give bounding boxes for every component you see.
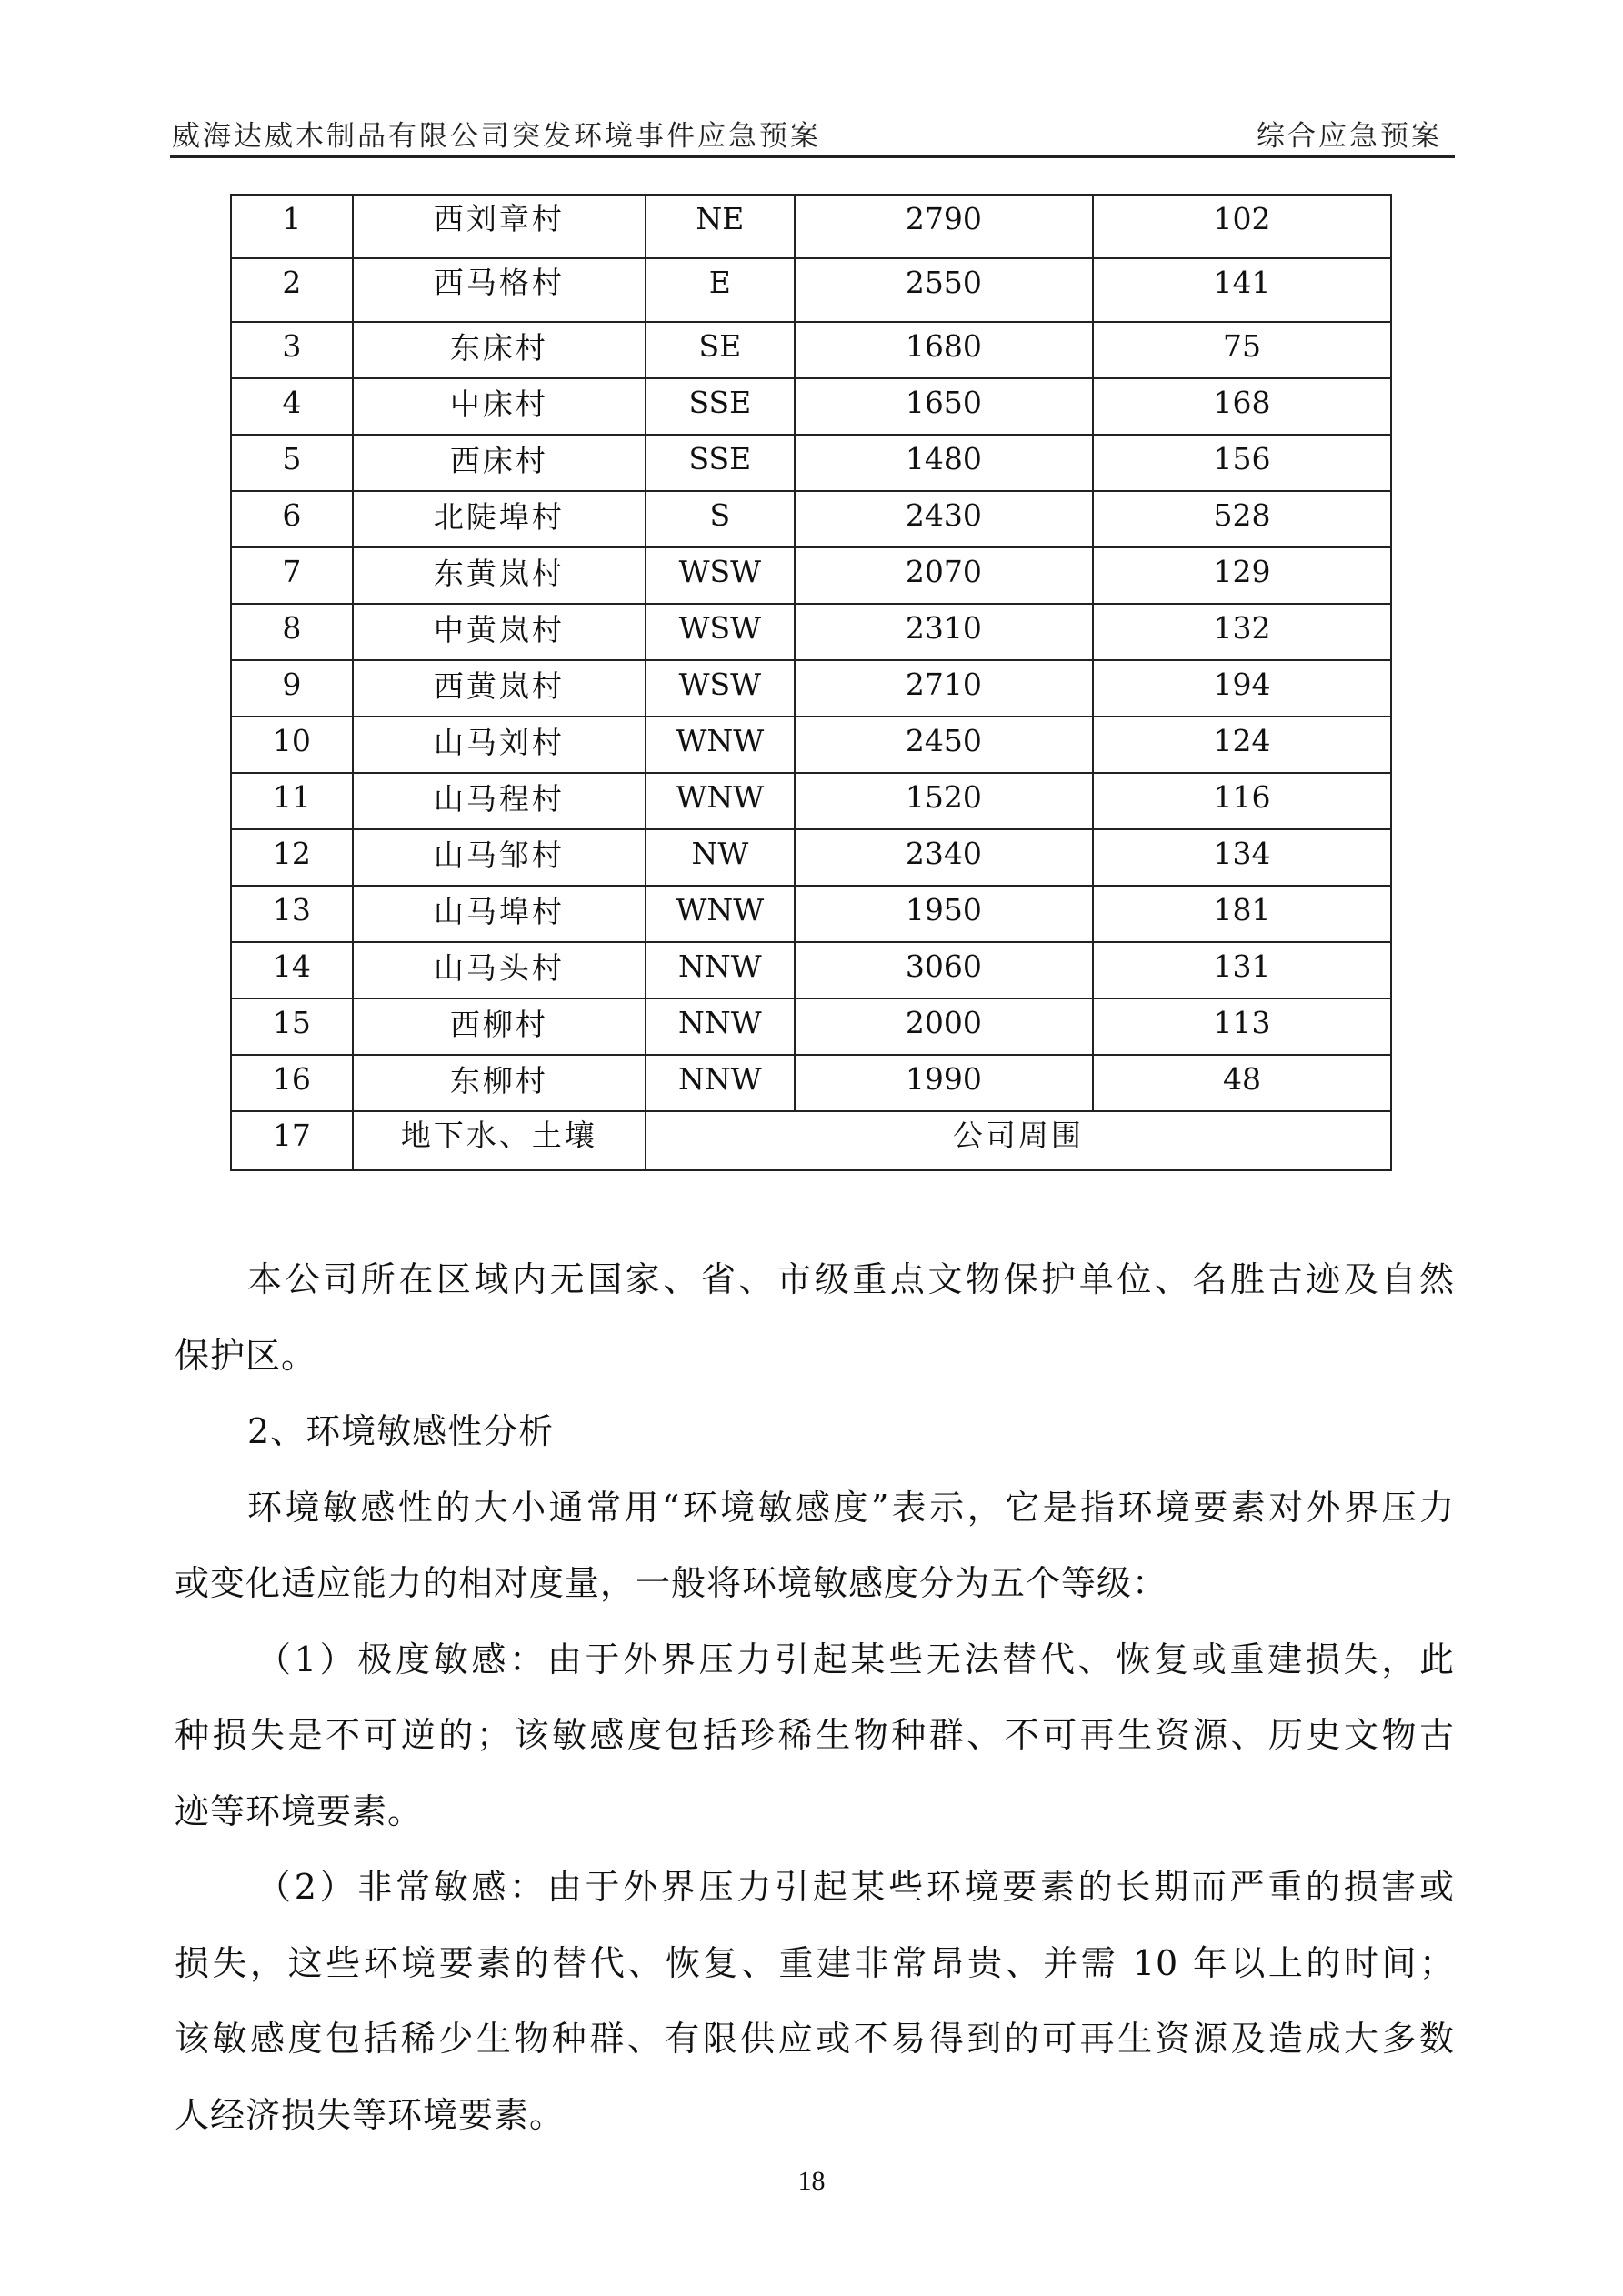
row-number: 10 — [272, 723, 311, 758]
distance: 1680 — [905, 328, 982, 364]
direction: E — [708, 265, 731, 300]
village-name: 东柳村 — [449, 1063, 548, 1098]
distance: 2450 — [905, 723, 982, 758]
distance: 2340 — [905, 836, 982, 871]
village-name: 东黄岚村 — [433, 556, 565, 591]
receptor-name: 地下水、土壤 — [400, 1118, 597, 1153]
row-number: 16 — [272, 1061, 311, 1097]
row-number: 15 — [272, 1005, 311, 1040]
village-name: 山马邹村 — [433, 837, 565, 873]
population: 116 — [1213, 779, 1271, 815]
village-name: 中黄岚村 — [433, 612, 565, 647]
direction: SSE — [688, 385, 752, 420]
row-number: 5 — [282, 441, 302, 476]
table-row — [231, 829, 1391, 886]
table-row — [231, 998, 1391, 1055]
page-header — [170, 116, 1455, 156]
population: 141 — [1213, 265, 1271, 300]
distance: 1990 — [905, 1061, 982, 1097]
table-row — [231, 547, 1391, 604]
row-number: 6 — [282, 497, 302, 533]
direction: WSW — [678, 667, 762, 702]
direction: NE — [696, 201, 745, 236]
direction: S — [709, 497, 731, 533]
distance: 1480 — [905, 441, 982, 476]
row-number: 8 — [282, 610, 302, 646]
row-number: 1 — [282, 201, 302, 236]
village-name: 北陡埠村 — [433, 499, 565, 535]
population: 113 — [1213, 1005, 1271, 1040]
village-name: 山马埠村 — [433, 894, 565, 929]
table-row — [231, 660, 1391, 717]
village-name: 西马格村 — [433, 265, 565, 300]
distance: 1650 — [905, 385, 982, 420]
population: 124 — [1213, 723, 1271, 758]
table-row — [231, 322, 1391, 378]
row-number: 7 — [282, 554, 302, 589]
receptor-location: 公司周围 — [952, 1118, 1084, 1153]
distance: 1950 — [905, 892, 982, 927]
village-name: 东床村 — [449, 330, 548, 366]
row-number: 13 — [272, 892, 311, 927]
population: 131 — [1213, 948, 1271, 984]
row-number: 12 — [272, 836, 311, 871]
page-number: 18 — [797, 2166, 826, 2196]
population: 134 — [1213, 836, 1271, 871]
paragraph-line: 迹等环境要素。 — [175, 1790, 424, 1831]
village-name: 中床村 — [449, 386, 548, 422]
population: 181 — [1213, 892, 1271, 927]
direction: NW — [691, 836, 749, 871]
population: 168 — [1213, 385, 1271, 420]
paragraph-line: 人经济损失等环境要素。 — [175, 2094, 566, 2135]
distance: 2310 — [905, 610, 982, 646]
table-row — [231, 604, 1391, 660]
direction: SE — [698, 328, 742, 364]
village-name: 西黄岚村 — [433, 668, 565, 704]
distance: 2430 — [905, 497, 982, 533]
distance: 3060 — [905, 948, 982, 984]
table-row — [231, 1055, 1391, 1111]
population: 132 — [1213, 610, 1271, 646]
row-number: 9 — [282, 667, 302, 702]
population: 75 — [1222, 328, 1261, 364]
section-heading: 2、环境敏感性分析 — [247, 1411, 555, 1451]
table-row — [231, 717, 1391, 773]
direction: WSW — [678, 554, 762, 589]
table-row — [231, 378, 1391, 435]
village-name: 西柳村 — [449, 1007, 548, 1042]
row-number: 11 — [272, 779, 311, 815]
row-number: 14 — [272, 948, 311, 984]
paragraph-line: 种损失是不可逆的；该敏感度包括珍稀生物种群、不可再生资源、历史文物古 — [175, 1715, 1455, 1755]
direction: WNW — [676, 779, 765, 815]
paragraph-line: （1）极度敏感：由于外界压力引起某些无法替代、恢复或重建损失，此 — [256, 1639, 1455, 1679]
population: 528 — [1213, 497, 1271, 533]
village-name: 西刘章村 — [433, 201, 565, 236]
table-row — [231, 1111, 1391, 1170]
header-divider — [170, 155, 1455, 158]
section-title: 综合应急预案 — [1257, 120, 1442, 153]
paragraph-line: （2）非常敏感：由于外界压力引起某些环境要素的长期而严重的损害或 — [256, 1867, 1455, 1907]
direction: NNW — [678, 1061, 762, 1097]
direction: NNW — [678, 948, 762, 984]
paragraph-line: 环境敏感性的大小通常用“环境敏感度”表示，它是指环境要素对外界压力 — [247, 1487, 1455, 1528]
table-row — [231, 773, 1391, 829]
row-number: 2 — [282, 265, 302, 300]
population: 102 — [1213, 201, 1271, 236]
direction: WNW — [676, 723, 765, 758]
direction: WSW — [678, 610, 762, 646]
table-row — [231, 435, 1391, 491]
sensitive-receptors-table — [230, 194, 1392, 1171]
body-text — [175, 1242, 1455, 2153]
population: 129 — [1213, 554, 1271, 589]
distance: 2000 — [905, 1005, 982, 1040]
distance: 2790 — [905, 201, 982, 236]
population: 156 — [1213, 441, 1271, 476]
population: 48 — [1222, 1061, 1261, 1097]
direction: WNW — [676, 892, 765, 927]
village-name: 西床村 — [449, 443, 548, 478]
paragraph-line: 或变化适应能力的相对度量，一般将环境敏感度分为五个等级： — [175, 1563, 1168, 1603]
paragraph-line: 该敏感度包括稀少生物种群、有限供应或不易得到的可再生资源及造成大多数 — [175, 2019, 1455, 2059]
population: 194 — [1213, 667, 1271, 702]
table-row — [231, 942, 1391, 998]
row-number: 4 — [282, 385, 302, 420]
table-row — [231, 195, 1391, 258]
direction: NNW — [678, 1005, 762, 1040]
village-name: 山马刘村 — [433, 725, 565, 760]
paragraph-line: 本公司所在区域内无国家、省、市级重点文物保护单位、名胜古迹及自然 — [247, 1259, 1455, 1299]
direction: SSE — [688, 441, 752, 476]
paragraph-line: 损失，这些环境要素的替代、恢复、重建非常昂贵、并需 10 年以上的时间； — [175, 1942, 1455, 1983]
distance: 2710 — [905, 667, 982, 702]
table-row — [231, 258, 1391, 322]
table-row — [231, 886, 1391, 942]
distance: 1520 — [905, 779, 982, 815]
paragraph-line: 保护区。 — [175, 1335, 317, 1376]
table-row — [231, 491, 1391, 547]
row-number: 17 — [272, 1118, 311, 1153]
distance: 2550 — [905, 265, 982, 300]
village-name: 山马程村 — [433, 781, 565, 817]
village-name: 山马头村 — [433, 950, 565, 986]
document-title: 威海达威木制品有限公司突发环境事件应急预案 — [172, 120, 821, 153]
row-number: 3 — [282, 328, 302, 364]
distance: 2070 — [905, 554, 982, 589]
